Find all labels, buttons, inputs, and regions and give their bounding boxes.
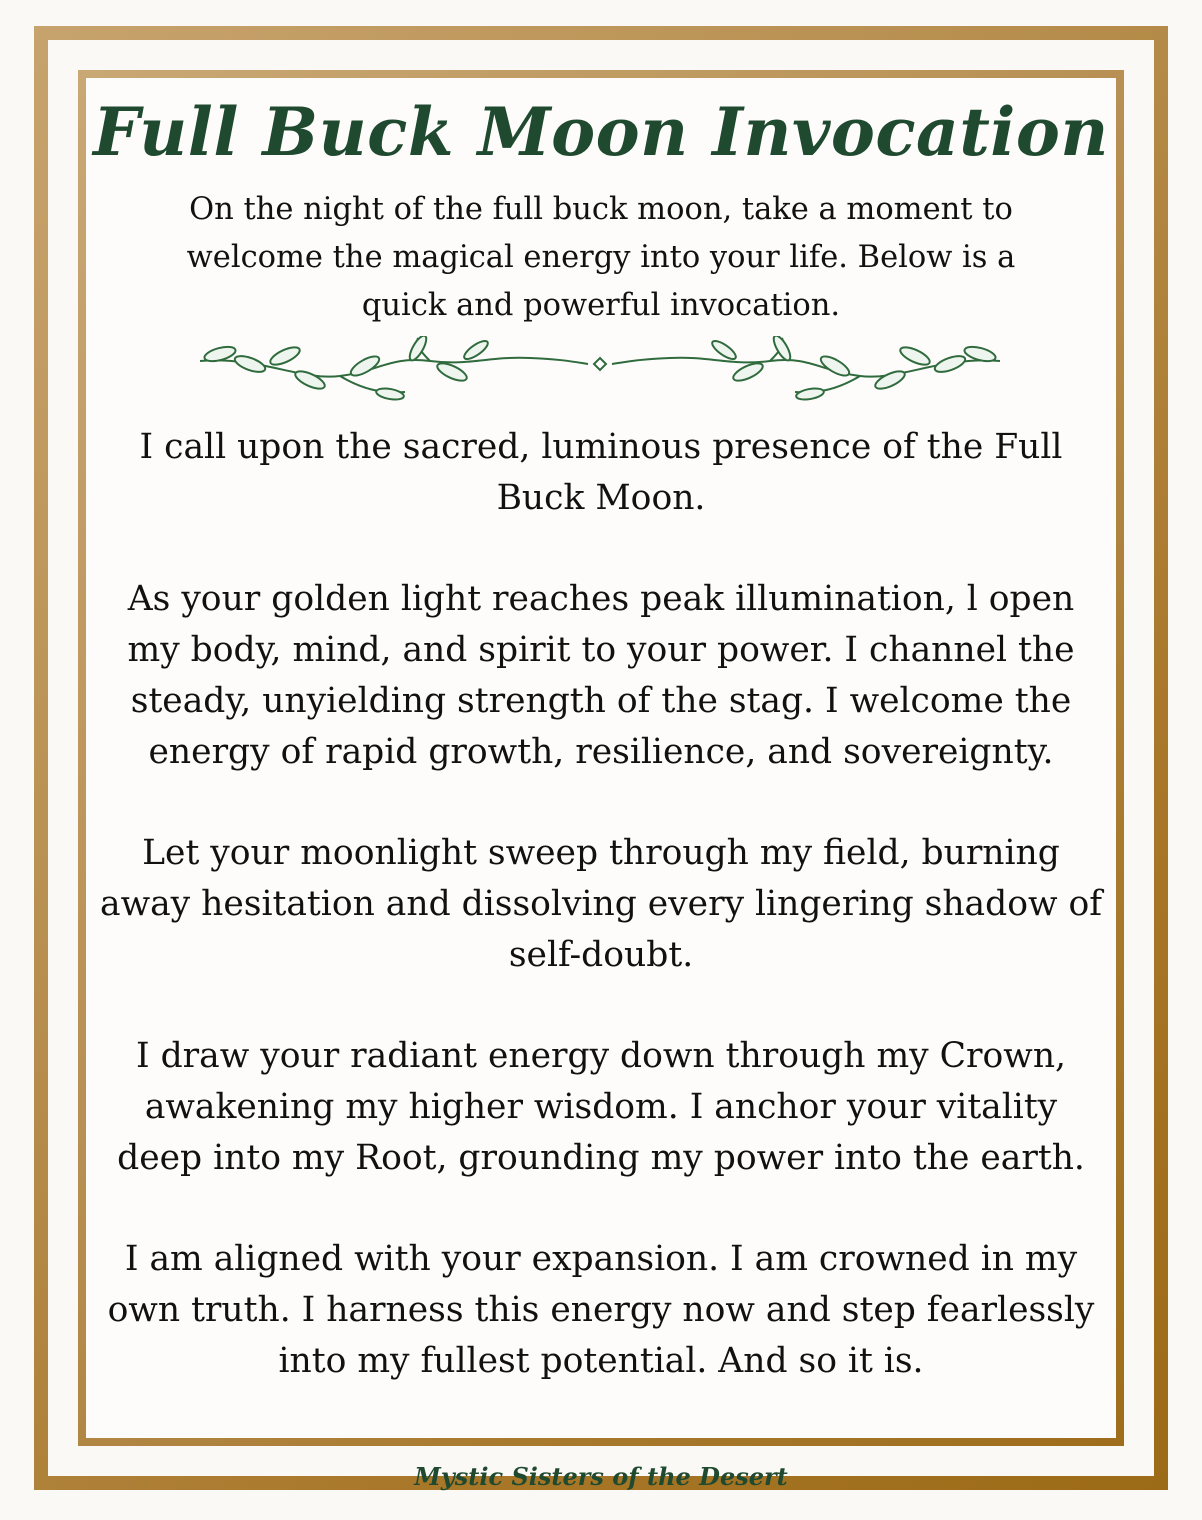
invocation-paragraph: As your golden light reaches peak illumination, l open my body, mind, and spirit to your power. I channel the steady, unyielding strength of the stag. I welcome the energy of rapid growth, resilience, and sovereignty.	[127, 579, 1075, 772]
signature: Mystic Sisters of the Desert	[414, 1462, 788, 1491]
invocation-body	[100, 422, 1102, 1437]
invocation-paragraph: I call upon the sacred, luminous presence of the Full Buck Moon.	[139, 427, 1063, 518]
page-title: Full Buck Moon Invocation	[93, 93, 1109, 171]
intro-text: On the night of the full buck moon, take a moment to welcome the magical energy into your life. Below is a quick and powerful invocation.	[186, 192, 1016, 323]
vine-leaf-divider-icon	[190, 336, 1010, 410]
invocation-paragraph: Let your moonlight sweep through my field, burning away hesitation and dissolving every lingering shadow of self-doubt.	[100, 833, 1102, 975]
invocation-paragraph: I draw your radiant energy down through my Crown, awakening my higher wisdom. I anchor your vitality deep into my Root, grounding my power into the earth.	[117, 1036, 1085, 1178]
invocation-paragraph: I am aligned with your expansion. I am crowned in my own truth. I harness this energy now and step fearlessly into my fullest potential. And so it is.	[107, 1239, 1095, 1381]
